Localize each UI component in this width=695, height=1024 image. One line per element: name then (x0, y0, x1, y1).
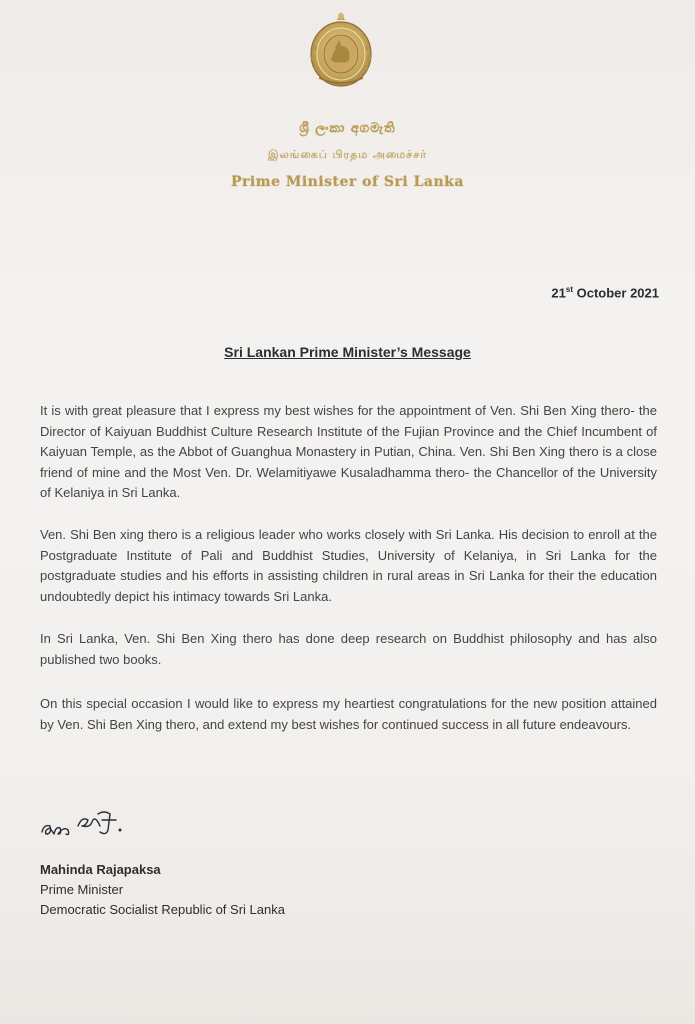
date-month-year: October 2021 (573, 285, 659, 301)
paragraph-4: On this special occasion I would like to express my heartiest congratulations for the new position attained by Ven. Shi Ben Xing thero, and extend my best wishes for continued success in all future endeavours. (40, 696, 657, 732)
date-suffix: st (565, 285, 573, 294)
signatory-name: Mahinda Rajapaksa (40, 862, 161, 877)
date-day: 21 (551, 285, 566, 301)
paragraph-3: In Sri Lanka, Ven. Shi Ben Xing thero has done deep research on Buddhist philosophy and has also published two books. (40, 631, 657, 667)
paragraph-2: Ven. Shi Ben xing thero is a religious leader who works closely with Sri Lanka. His decision to enroll at the Postgraduate Institute of Pali and Buddhist Studies, University of Kelaniya, in Sri Lanka for the postgraduate studies and his efforts in assisting children in rural areas in Sri Lanka for their the education undoubtedly depict his intimacy towards Sri Lanka. (40, 527, 657, 604)
message-heading: Sri Lankan Prime Minister’s Message (224, 344, 471, 360)
letter-date (551, 285, 659, 300)
handwritten-signature-icon (38, 804, 148, 844)
letterhead-english-title: Prime Minister of Sri Lanka (231, 174, 464, 190)
letterhead (0, 0, 695, 200)
paragraph-1: It is with great pleasure that I express my best wishes for the appointment of Ven. Shi Ben Xing thero- the Director of Kaiyuan Buddhist Culture Research Institute of the Fujian Province and the Chief Incumbent of Kaiyuan Temple, as the Abbot of Guanghua Monastery in Putian, China. Ven. Shi Ben Xing thero is a close friend of mine and the Most Ven. Dr. Welamitiyawe Kusaladhamma thero- the Chancellor of the University of Kelaniya in Sri Lanka. (40, 403, 657, 500)
national-emblem-icon (305, 8, 377, 94)
letterhead-sinhala-title: ශ්‍රී ලංකා අගමැති (299, 121, 396, 136)
signatory-country: Democratic Socialist Republic of Sri Lanka (40, 902, 285, 917)
letterhead-tamil-title: இலங்கைப் பிரதம அமைச்சர் (267, 148, 428, 161)
signatory-title: Prime Minister (40, 882, 124, 897)
